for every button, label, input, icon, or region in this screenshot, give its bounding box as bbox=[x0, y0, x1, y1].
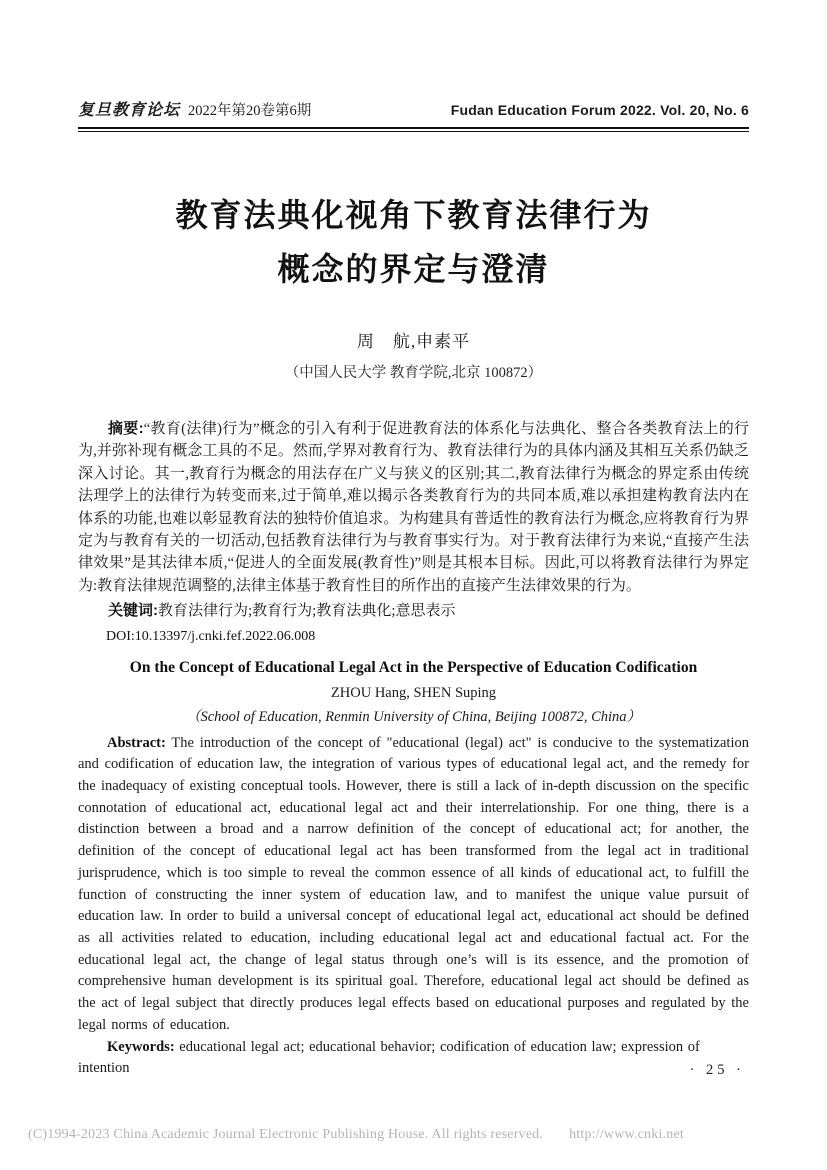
footer-url: http://www.cnki.net bbox=[569, 1127, 684, 1142]
doi: DOI:10.13397/j.cnki.fef.2022.06.008 bbox=[106, 628, 316, 644]
footer bbox=[28, 1127, 684, 1143]
header-rule bbox=[78, 127, 749, 132]
page-number: · 25 · bbox=[689, 1062, 745, 1078]
footer-copyright: (C)1994-2023 China Academic Journal Electronic Publishing House. All rights reserved. bbox=[28, 1127, 544, 1142]
journal-name-en: Fudan Education Forum 2022. Vol. 20, No. 6 bbox=[450, 102, 749, 118]
running-head bbox=[78, 0, 749, 120]
abstract-cn bbox=[78, 418, 749, 597]
affiliation-en: （School of Education, Renmin University of China, Beijing 100872, China） bbox=[185, 708, 642, 725]
keywords-cn-label: 关键词: bbox=[108, 602, 158, 620]
abstract-cn-text: “教育(法律)行为”概念的引入有利于促进教育法的体系化与法典化、整合各类教育法上的行为,并弥补现有概念工具的不足。然而,学界对教育行为、教育法律行为的具体内涵及其相互关系仍缺乏深入讨论。其一,教育行为概念的用法存在广义与狭义的区别;其二,教育法律行为概念的界定系由传统法理学上的法律行为转变而来,过于简单,难以揭示各类教育行为的共同本质,难以承担建构教育法内在体系的功能,也难以彰显教育法的独特价值追求。为构建具有普适性的教育法行为概念,应将教育行为界定为与教育有关的一切活动,包括教育法律行为与教育事实行为。对于教育法律行为来说,“直接产生法律效果”是其法律本质,“促进人的全面发展(教育性)”则是其根本目标。因此,可以将教育法律行为界定为:教育法律规范调整的,法律主体基于教育性目的所作出的直接产生法律效果的行为。 bbox=[78, 421, 750, 594]
keywords-en bbox=[78, 1037, 749, 1080]
journal-issue-cn: 2022年第20卷第6期 bbox=[188, 103, 312, 119]
page-content bbox=[78, 0, 749, 1080]
abstract-en-label: Abstract: bbox=[107, 734, 166, 751]
affiliation-cn: （中国人民大学 教育学院,北京 100872） bbox=[284, 365, 543, 381]
keywords-cn bbox=[78, 600, 749, 622]
running-head-left bbox=[78, 97, 311, 120]
authors-en: ZHOU Hang, SHEN Suping bbox=[330, 684, 497, 701]
abstract-cn-label: 摘要: bbox=[108, 420, 144, 437]
keywords-cn-text: 教育法律行为;教育行为;教育法典化;意思表示 bbox=[158, 603, 456, 620]
abstract-en-text: The introduction of the concept of "educational (legal) act" is conducive to the systematization and codification of education law, the integration of various types of educational legal act, and the remedy for the inadequacy of existing conceptual tools. However, there is still a lack of in-depth discussion on the specific connotation of educational act, educational legal act and their interrelationship. For one thing, there is a distinction between a broad and a narrow definition of the concept of educational act; for another, the definition of the concept of educational legal act has been transformed from the legal act in traditional jurisprudence, which is too simple to reveal the common essence of all kinds of educational act, to fulfill the function of constructing the inner system of education law, and to manifest the unique value pursuit of education law. In order to build a universal concept of educational legal act, educational act should be defined as all activities related to education, including educational legal act and educational factual act. For the educational legal act, the change of legal status through one’s will is its essence, and the promotion of comprehensive human development is its spiritual goal. Therefore, educational legal act should be defined as the act of legal subject that directly produces legal effects based on educational purposes and regulated by the legal norms of education. bbox=[78, 734, 749, 1033]
keywords-en-label: Keywords: bbox=[107, 1038, 175, 1055]
article-title-en: On the Concept of Educational Legal Act in the Perspective of Education Codification bbox=[129, 658, 698, 676]
journal-name-cn: 复旦教育论坛 bbox=[78, 102, 181, 119]
authors-cn: 周 航,申素平 bbox=[356, 332, 471, 351]
article-title-line1: 教育法典化视角下教育法律行为 bbox=[175, 197, 652, 233]
abstract-en bbox=[78, 733, 749, 1037]
article-title-line2: 概念的界定与澄清 bbox=[277, 251, 550, 287]
article-title-cn bbox=[78, 188, 749, 296]
keywords-en-text: educational legal act; educational behavior; codification of education law; expression of intention bbox=[78, 1038, 700, 1077]
